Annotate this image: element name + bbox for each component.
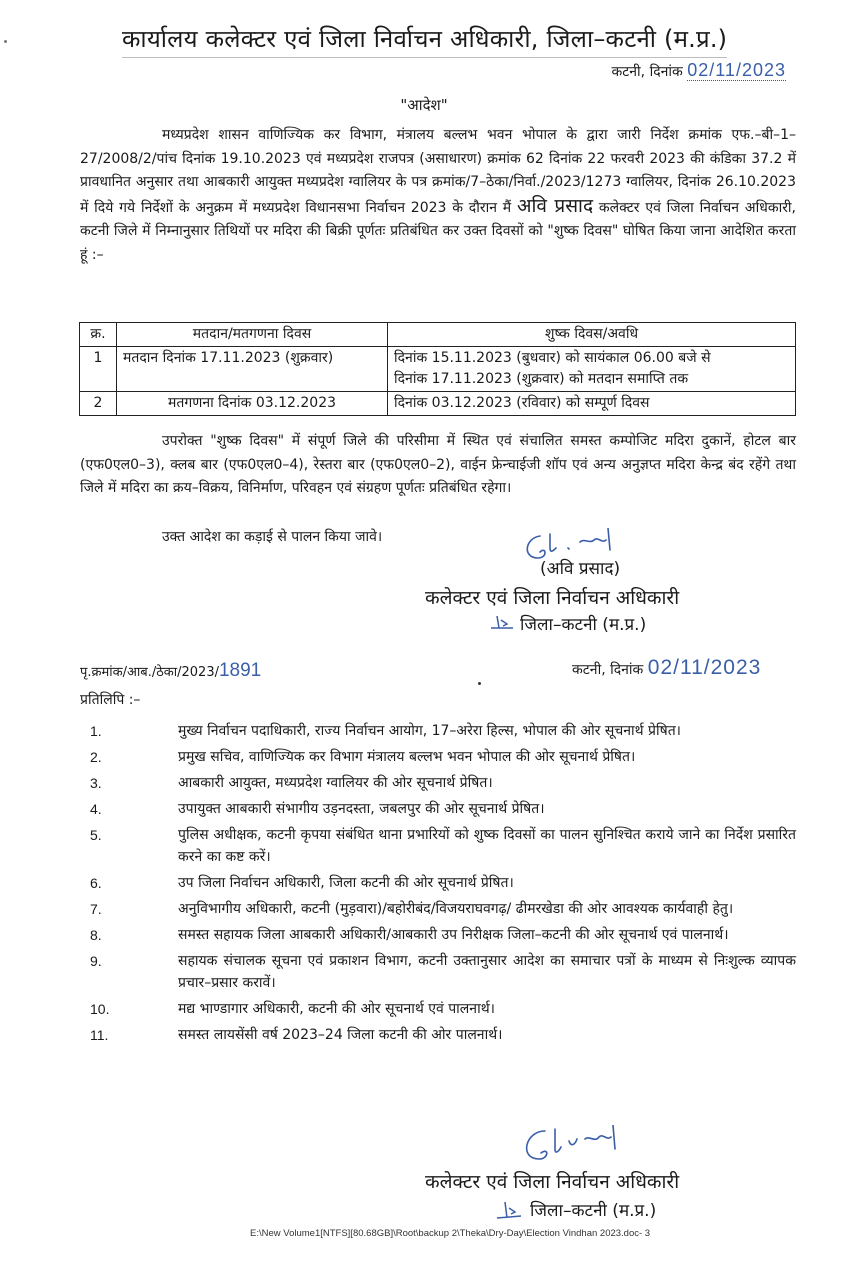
copy-item-text: प्रमुख सचिव, वाणिज्यिक कर विभाग मंत्रालय बल्लभ भवन भोपाल की ओर सूचनार्थ प्रेषित। xyxy=(178,749,636,765)
closure-paragraph xyxy=(80,430,796,501)
officer-name: अवि प्रसाद xyxy=(516,194,594,217)
row-period-line1: दिनांक 03.12.2023 (रविवार) को सम्पूर्ण दिवस xyxy=(394,395,650,411)
copy-list-item xyxy=(80,898,796,920)
compliance-paragraph xyxy=(80,526,796,550)
dry-day-table xyxy=(79,322,796,416)
copy-item-text: आबकारी आयुक्त, मध्यप्रदेश ग्वालियर की ओर सूचनार्थ प्रेषित। xyxy=(178,775,493,791)
signatory-district-2: जिला–कटनी (म.प्र.) xyxy=(530,1201,657,1221)
signatory-name: (अवि प्रसाद) xyxy=(540,559,621,579)
copy-list-item xyxy=(80,746,796,768)
table-row xyxy=(80,347,796,392)
header-date-label: कटनी, दिनांक xyxy=(611,64,683,80)
copy-item-text: समस्त लायसेंसी वर्ष 2023–24 जिला कटनी की ओर पालनार्थ। xyxy=(178,1027,503,1043)
copy-item-number: 5. xyxy=(90,827,102,843)
reference-number-handwritten: 1891 xyxy=(218,660,262,681)
header-date xyxy=(611,60,786,81)
copy-item-number: 1. xyxy=(90,723,102,739)
endorsement-date-label: कटनी, दिनांक xyxy=(572,662,644,678)
copy-item-text: मुख्य निर्वाचन पदाधिकारी, राज्य निर्वाचन आयोग, 17–अरेरा हिल्स, भोपाल की ओर सूचनार्थ प्रेषित। xyxy=(178,723,681,739)
copy-list-item xyxy=(80,798,796,820)
copy-item-number: 7. xyxy=(90,901,102,917)
table-header-row xyxy=(80,323,796,347)
row-period-line1: दिनांक 15.11.2023 (बुधवार) को सायंकाल 06.00 बजे से xyxy=(394,350,711,366)
copy-item-text: पुलिस अधीक्षक, कटनी कृपया संबंधित थाना प्रभारियों को शुष्क दिवसों का पालन सुनिश्चित कराये जाने का निर्देश प्रसारित करने का कष्ट करें। xyxy=(178,827,796,865)
header-date-handwritten: 02/11/2023 xyxy=(687,60,786,80)
initial-mark-icon xyxy=(487,614,517,632)
copy-item-text: सहायक संचालक सूचना एवं प्रकाशन विभाग, कटनी उक्तानुसार आदेश का समाचार पत्रों के माध्यम से निःशुल्क व्यापक प्रचार–प्रसार करावें। xyxy=(178,953,796,991)
copy-item-number: 3. xyxy=(90,775,102,791)
copy-to-label: प्रतिलिपि :– xyxy=(80,692,141,708)
copy-list-item xyxy=(80,872,796,894)
row-sno: 1 xyxy=(80,347,117,392)
copy-item-text: अनुविभागीय अधिकारी, कटनी (मुड़वारा)/बहोरीबंद/विजयराघवगढ़/ ढीमरखेडा की ओर आवश्यक कार्यवाही हेतु। xyxy=(178,901,734,917)
copy-list-item xyxy=(80,1024,796,1046)
copy-list xyxy=(80,720,796,1050)
endorsement-date xyxy=(572,656,761,680)
copy-item-number: 9. xyxy=(90,953,102,969)
copy-list-item xyxy=(80,772,796,794)
intro-text-part1: मध्यप्रदेश शासन वाणिज्यिक कर विभाग, मंत्रालय बल्लभ भवन भोपाल के द्वारा जारी निर्देश क्रमांक एफ.–बी–1–27/2008/2/पांच दिनांक 19.10.2023 एवं मध्यप्रदेश राजपत्र (असाधारण) क्रमांक 62 दिनांक 22 फरवरी 2023 की कंडिका 37.2 में प्रावधानित अनुसार तथा आबकारी आयुक्त मध्यप्रदेश ग्वालियर के पत्र क्रमांक/7–ठेका/निर्वा./2023/1273 ग्वालियर, दिनांक 26.10.2023 में दिये गये निर्देशों के अनुक्रम में मध्यप्रदेश विधानसभा निर्वाचन 2023 के दौरान मैं xyxy=(80,127,796,216)
copy-item-text: उप जिला निर्वाचन अधिकारी, जिला कटनी की ओर सूचनार्थ प्रेषित। xyxy=(178,875,514,891)
pen-mark xyxy=(478,682,481,685)
initial-mark-icon xyxy=(495,1200,525,1222)
table-row xyxy=(80,392,796,416)
copy-item-text: उपायुक्त आबकारी संभागीय उड़नदस्ता, जबलपुर की ओर सूचनार्थ प्रेषित। xyxy=(178,801,545,817)
copy-item-number: 6. xyxy=(90,875,102,891)
signatory-designation-2: कलेक्टर एवं जिला निर्वाचन अधिकारी xyxy=(425,1171,680,1193)
signature-icon xyxy=(515,1125,655,1169)
scan-artifact xyxy=(4,40,7,43)
intro-text-part2: कलेक्टर एवं जिला निर्वाचन अधिकारी, कटनी जिले में निम्नानुसार तिथियों पर मदिरा की बिक्री पूर्णतः प्रतिबंधित कर उक्त दिवसों को "शुष्क दिवस" घोषित किया जाना आदेशित करता हूं :– xyxy=(80,199,796,263)
row-period xyxy=(388,392,796,416)
copy-list-item xyxy=(80,950,796,994)
copy-item-number: 11. xyxy=(90,1027,109,1043)
endorsement-date-handwritten: 02/11/2023 xyxy=(647,656,762,679)
row-event: मतदान दिनांक 17.11.2023 (शुक्रवार) xyxy=(117,347,388,392)
order-title: "आदेश" xyxy=(400,96,448,114)
signatory-district: जिला–कटनी (म.प्र.) xyxy=(520,615,647,635)
copy-item-number: 10. xyxy=(90,1001,110,1017)
signatory-designation: कलेक्टर एवं जिला निर्वाचन अधिकारी xyxy=(425,587,680,609)
row-sno: 2 xyxy=(80,392,117,416)
row-period xyxy=(388,347,796,392)
copy-list-item xyxy=(80,998,796,1020)
row-period-line2: दिनांक 17.11.2023 (शुक्रवार) को मतदान समाप्ति तक xyxy=(394,371,689,387)
closure-text: उपरोक्त "शुष्क दिवस" में संपूर्ण जिले की परिसीमा में स्थित एवं संचालित समस्त कम्पोजिट मदिरा दुकानें, होटल बार (एफ0एल0–3), क्लब बार (एफ0एल0–4), रेस्तरा बार (एफ0एल0–2), वाईन फ्रेन्चाईजी शॉप एवं अन्य अनुज्ञप्त मदिरा केन्द्र बंद रहेंगे तथा जिले में मदिरा का क्रय–विक्रय, विनिर्माण, परिवहन एवं संग्रहण पूर्णतः प्रतिबंधित रहेगा। xyxy=(80,433,796,496)
order-intro-paragraph xyxy=(80,124,796,267)
table-header-sno: क्र. xyxy=(80,323,117,347)
copy-list-item xyxy=(80,720,796,742)
table-header-event: मतदान/मतगणना दिवस xyxy=(117,323,388,347)
table-header-period: शुष्क दिवस/अवधि xyxy=(388,323,796,347)
copy-item-number: 2. xyxy=(90,749,102,765)
endorsement-reference xyxy=(80,660,261,682)
copy-item-number: 8. xyxy=(90,927,102,943)
copy-item-text: समस्त सहायक जिला आबकारी अधिकारी/आबकारी उप निरीक्षक जिला–कटनी की ओर सूचनार्थ एवं पालनार्थ। xyxy=(178,927,729,943)
compliance-text: उक्त आदेश का कड़ाई से पालन किया जावे। xyxy=(162,529,383,545)
reference-label: पृ.क्रमांक/आब./ठेका/2023/ xyxy=(80,665,219,680)
copy-list-item xyxy=(80,824,796,868)
copy-item-text: मद्य भाण्डागार अधिकारी, कटनी की ओर सूचनार्थ एवं पालनार्थ। xyxy=(178,1001,495,1017)
office-title: कार्यालय कलेक्टर एवं जिला निर्वाचन अधिकारी, जिला–कटनी (म.प्र.) xyxy=(122,22,727,58)
copy-list-item xyxy=(80,924,796,946)
row-event: मतगणना दिनांक 03.12.2023 xyxy=(117,392,388,416)
copy-item-number: 4. xyxy=(90,801,102,817)
file-path-footer: E:\New Volume1[NTFS][80.68GB]\Root\backup 2\Theka\Dry-Day\Election Vindhan 2023.doc- 3 xyxy=(250,1228,651,1239)
